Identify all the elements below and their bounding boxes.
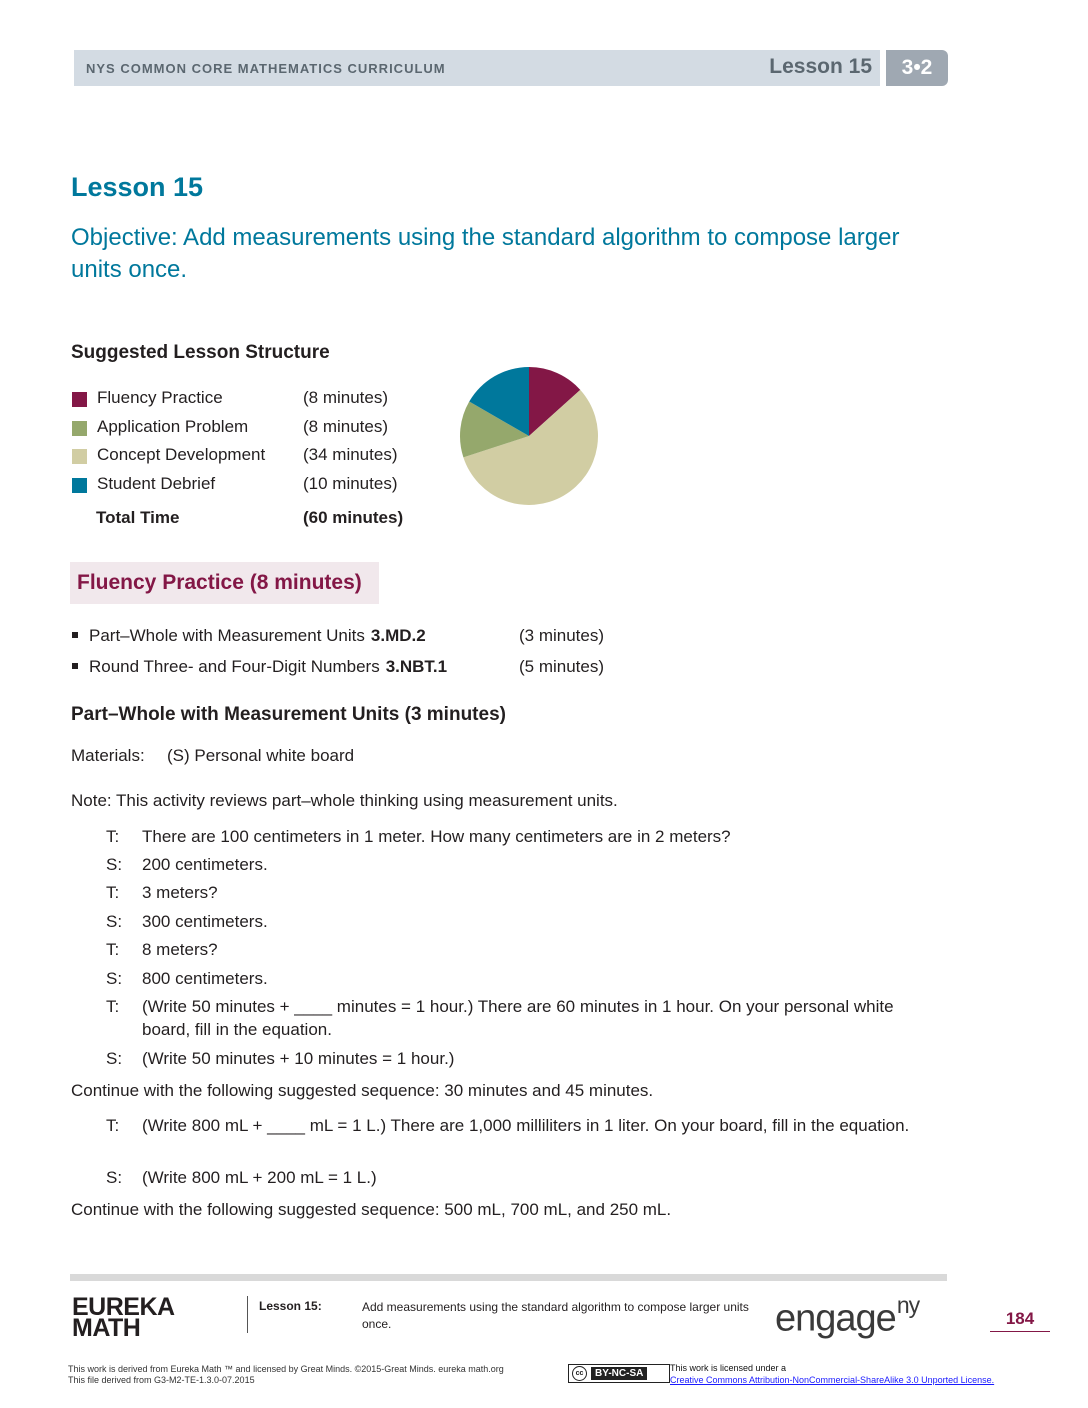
structure-time: (8 minutes) xyxy=(303,416,389,436)
fluency-item-text: Part–Whole with Measurement Units xyxy=(89,626,365,645)
structure-time: (10 minutes) xyxy=(303,473,398,493)
credit-line: This work is derived from Eureka Math ™ and licensed by Great Minds. ©2015-Great Minds. eureka math.org xyxy=(68,1364,504,1374)
fluency-item-time: (3 minutes) xyxy=(519,626,605,645)
lesson-title: Lesson 15 xyxy=(71,172,204,202)
structure-label: Application Problem xyxy=(97,416,249,436)
dialog-text: 3 meters? xyxy=(142,883,218,902)
dialog-text: 200 centimeters. xyxy=(142,855,268,874)
engage-sup: ny xyxy=(896,1292,920,1318)
activity-note: Note: This activity reviews part–whole thinking using measurement units. xyxy=(71,791,618,810)
continue-sequence: Continue with the following suggested sequence: 30 minutes and 45 minutes. xyxy=(71,1081,654,1100)
bullet-icon xyxy=(72,632,78,638)
dialog-text: (Write 50 minutes + ____ minutes = 1 hour.) There are 60 minutes in 1 hour. On your personal white board, fill in the equation. xyxy=(142,997,894,1039)
structure-label: Student Debrief xyxy=(97,473,216,493)
dialog-text: 300 centimeters. xyxy=(142,912,268,931)
speaker: S: xyxy=(106,1168,123,1187)
eureka-math-logo xyxy=(72,1293,175,1342)
dialog-text: 8 meters? xyxy=(142,940,218,959)
materials-label: Materials: xyxy=(71,746,145,765)
activity-heading: Part–Whole with Measurement Units (3 minutes) xyxy=(71,704,506,725)
dialog-text: (Write 50 minutes + 10 minutes = 1 hour.) xyxy=(142,1049,455,1068)
dialog-text: 800 centimeters. xyxy=(142,969,268,988)
speaker: S: xyxy=(106,1049,123,1068)
speaker: S: xyxy=(106,969,123,988)
page-number-rule xyxy=(990,1331,1050,1332)
speaker: S: xyxy=(106,912,123,931)
speaker: T: xyxy=(106,1116,120,1135)
license-link[interactable]: Creative Commons Attribution-NonCommercial-ShareAlike 3.0 Unported License. xyxy=(670,1375,995,1385)
speaker: S: xyxy=(106,855,123,874)
license-text xyxy=(670,1362,994,1386)
header-lesson: Lesson 15 xyxy=(769,55,872,78)
legend-swatch xyxy=(72,392,87,407)
legend-swatch xyxy=(72,478,87,493)
speaker: T: xyxy=(106,997,120,1016)
lesson-structure-heading: Suggested Lesson Structure xyxy=(71,342,330,363)
engage-text: engage xyxy=(775,1297,896,1340)
logo-line: MATH xyxy=(72,1314,141,1342)
footer-rule xyxy=(70,1274,947,1281)
footer-lesson-description: Add measurements using the standard algorithm to compose larger units once. xyxy=(362,1300,749,1331)
footer-divider xyxy=(247,1296,248,1333)
license-intro: This work is licensed under a xyxy=(670,1363,787,1373)
fluency-heading: Fluency Practice (8 minutes) xyxy=(77,571,362,594)
dialog-text: There are 100 centimeters in 1 meter. How many centimeters are in 2 meters? xyxy=(142,827,731,846)
objective: Objective: Add measurements using the standard algorithm to compose larger units once. xyxy=(71,224,900,283)
fluency-item-standard: 3.NBT.1 xyxy=(385,657,448,676)
curriculum-label: NYS COMMON CORE MATHEMATICS CURRICULUM xyxy=(86,61,446,76)
total-time-value: (60 minutes) xyxy=(303,508,404,527)
speaker: T: xyxy=(106,883,120,902)
structure-label: Concept Development xyxy=(97,445,266,464)
credit-line: This file derived from G3-M2-TE-1.3.0-07.2015 xyxy=(68,1375,255,1385)
fluency-item-standard: 3.MD.2 xyxy=(370,626,426,645)
logo-line: EUREKA xyxy=(72,1293,175,1321)
legend-swatch xyxy=(72,449,87,464)
legend-swatch xyxy=(72,421,87,436)
dialog-text: (Write 800 mL + 200 mL = 1 L.) xyxy=(142,1168,377,1187)
fluency-item-text: Round Three- and Four-Digit Numbers xyxy=(89,657,380,676)
grade-module-badge: 3•2 xyxy=(886,50,948,86)
footer-lesson-label: Lesson 15: xyxy=(259,1299,322,1313)
engageny-logo xyxy=(775,1292,920,1341)
bullet-icon xyxy=(72,663,78,669)
materials-line xyxy=(71,746,354,766)
speaker: T: xyxy=(106,940,120,959)
page-number: 184 xyxy=(1005,1309,1035,1328)
structure-time: (8 minutes) xyxy=(303,388,389,407)
materials-value: (S) Personal white board xyxy=(167,746,355,765)
lesson-time-pie-chart xyxy=(459,366,599,506)
total-time-label: Total Time xyxy=(96,508,180,527)
structure-time: (34 minutes) xyxy=(303,445,398,464)
speaker: T: xyxy=(106,827,120,846)
cc-license-badge[interactable] xyxy=(568,1364,670,1383)
continue-sequence: Continue with the following suggested sequence: 500 mL, 700 mL, and 250 mL. xyxy=(71,1200,672,1219)
cc-icon: cc xyxy=(572,1366,587,1381)
structure-label: Fluency Practice xyxy=(97,388,223,407)
credit-text xyxy=(68,1364,504,1386)
dialog-text: (Write 800 mL + ____ mL = 1 L.) There are 1,000 milliliters in 1 liter. On your board, fill in the equation. xyxy=(142,1116,910,1135)
cc-badge-text: BY-NC-SA xyxy=(591,1367,647,1380)
fluency-item-time: (5 minutes) xyxy=(519,657,605,676)
